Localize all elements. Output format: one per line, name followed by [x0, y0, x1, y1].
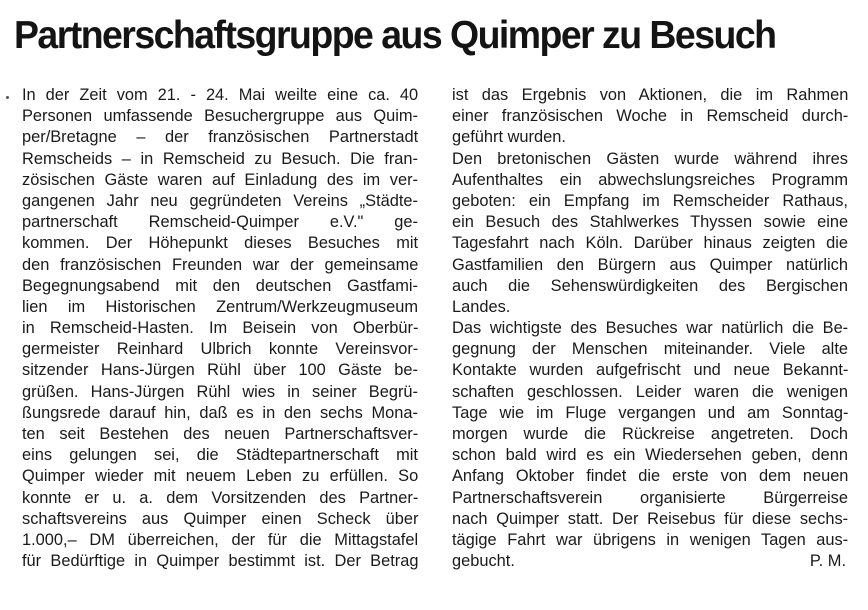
text-line: Den bretonischen Gästen wurde während ihres [452, 149, 848, 168]
text-line: zösischen Gäste waren auf Einladung des im ver- [22, 170, 418, 189]
text-line: einer französischen Woche in Remscheid durch- [452, 107, 849, 126]
text-line: eins gelungen sei, die Städtepartnerschaft mit [22, 446, 418, 465]
text-line: für Bedürftige in Quimper bestimmt ist. Der Betrag [22, 552, 419, 571]
text-line: geboten: ein Empfang im Remscheider Rathaus, [452, 191, 848, 210]
text-line: schaften geschlossen. Leider waren die wenigen [452, 382, 848, 401]
text-line: In der Zeit vom 21. - 24. Mai weilte eine ca. 40 [22, 86, 419, 104]
text-line: Kontakte wurden aufgefrischt und neue Bekannt- [452, 361, 849, 380]
text-line: morgen wurde die Rückreise angetreten. Doch [452, 425, 848, 443]
text-line: 1.000,– DM überreichen, der für die Mittagstafel [22, 530, 419, 549]
text-line: ist das Ergebnis von Aktionen, die im Rahmen [452, 86, 849, 104]
text-line: gangenen Jahr neu gegründeten Vereins „Städte- [22, 191, 418, 210]
scan-speck [6, 96, 9, 99]
text-line: Begegnungsabend mit den deutschen Gastfami- [22, 276, 418, 295]
article-headline: Partnerschaftsgruppe aus Quimper zu Besuch [14, 14, 776, 57]
text-line: sitzender Hans-Jürgen Rühl über 100 Gäste be- [22, 361, 418, 380]
final-text: gebucht. [452, 552, 515, 571]
text-line: konnte er u. a. dem Vorsitzenden des Partner- [22, 488, 419, 507]
text-line: schon bald wird es ein Wiedersehen geben, denn [452, 446, 849, 465]
text-line: Partnerschaftsverein organisierte Bürgerreise [452, 488, 848, 507]
closing-line [452, 551, 848, 572]
text-line: lien im Historischen Zentrum/Werkzeugmuseum [22, 297, 418, 316]
text-line: kommen. Der Höhepunkt dieses Besuches mit [22, 234, 419, 253]
text-line: Personen umfassende Besuchergruppe aus Quim- [22, 107, 418, 126]
text-line: Quimper wieder mit neuem Leben zu erfüllen. So [22, 467, 419, 486]
text-line: schaftsvereins aus Quimper einen Scheck über [22, 509, 419, 528]
text-line: germeister Reinhard Ulbrich konnte Vereinsvor- [22, 340, 419, 359]
text-line: in Remscheid-Hasten. Im Beisein von Oberbür- [22, 319, 419, 338]
text-line: grüßen. Hans-Jürgen Rühl wies in seiner Begrü- [22, 382, 418, 401]
text-line: auch die Sehenswürdigkeiten des Bergischen [452, 276, 848, 295]
text-line: ten seit Bestehen des neuen Partnerschaftsver- [22, 425, 419, 443]
text-line: per/Bretagne – der französischen Partnerstadt [22, 128, 419, 147]
text-line: Anfang Oktober findet die erste von dem neuen [452, 467, 849, 486]
text-line: Gastfamilien den Bürgern aus Quimper natürlich [452, 255, 848, 274]
text-line: Tage wie im Fluge vergangen und am Sonntag- [452, 403, 849, 422]
author-initials: P. M. [809, 552, 846, 571]
text-line: geführt wurden. [452, 128, 566, 147]
text-line: Remscheids – in Remscheid zu Besuch. Die fran- [22, 149, 418, 168]
text-line: nach Quimper statt. Der Reisebus für diese sechs- [452, 509, 849, 528]
article-column-right [452, 85, 848, 572]
text-line: ßungsrede darauf hin, daß es in den sechs Mona- [22, 403, 418, 422]
text-line: tägige Fahrt war übrigens in wenigen Tagen aus- [452, 530, 849, 549]
text-line: Tagesfahrt nach Köln. Darüber hinaus zeigten die [452, 234, 849, 253]
text-line: partnerschaft Remscheid-Quimper e.V." ge- [22, 213, 418, 232]
text-line: Landes. [452, 297, 511, 316]
text-line: Das wichtigste des Besuches war natürlich die Be- [452, 319, 849, 338]
article-column-left [22, 85, 418, 572]
text-line: Aufenthaltes ein abwechslungsreiches Programm [452, 170, 848, 189]
text-line: ein Besuch des Stahlwerkes Thyssen sowie eine [452, 213, 849, 232]
text-line: gegnung der Menschen miteinander. Viele alte [452, 340, 848, 359]
text-line: den französischen Freunden war der gemeinsame [22, 255, 419, 274]
